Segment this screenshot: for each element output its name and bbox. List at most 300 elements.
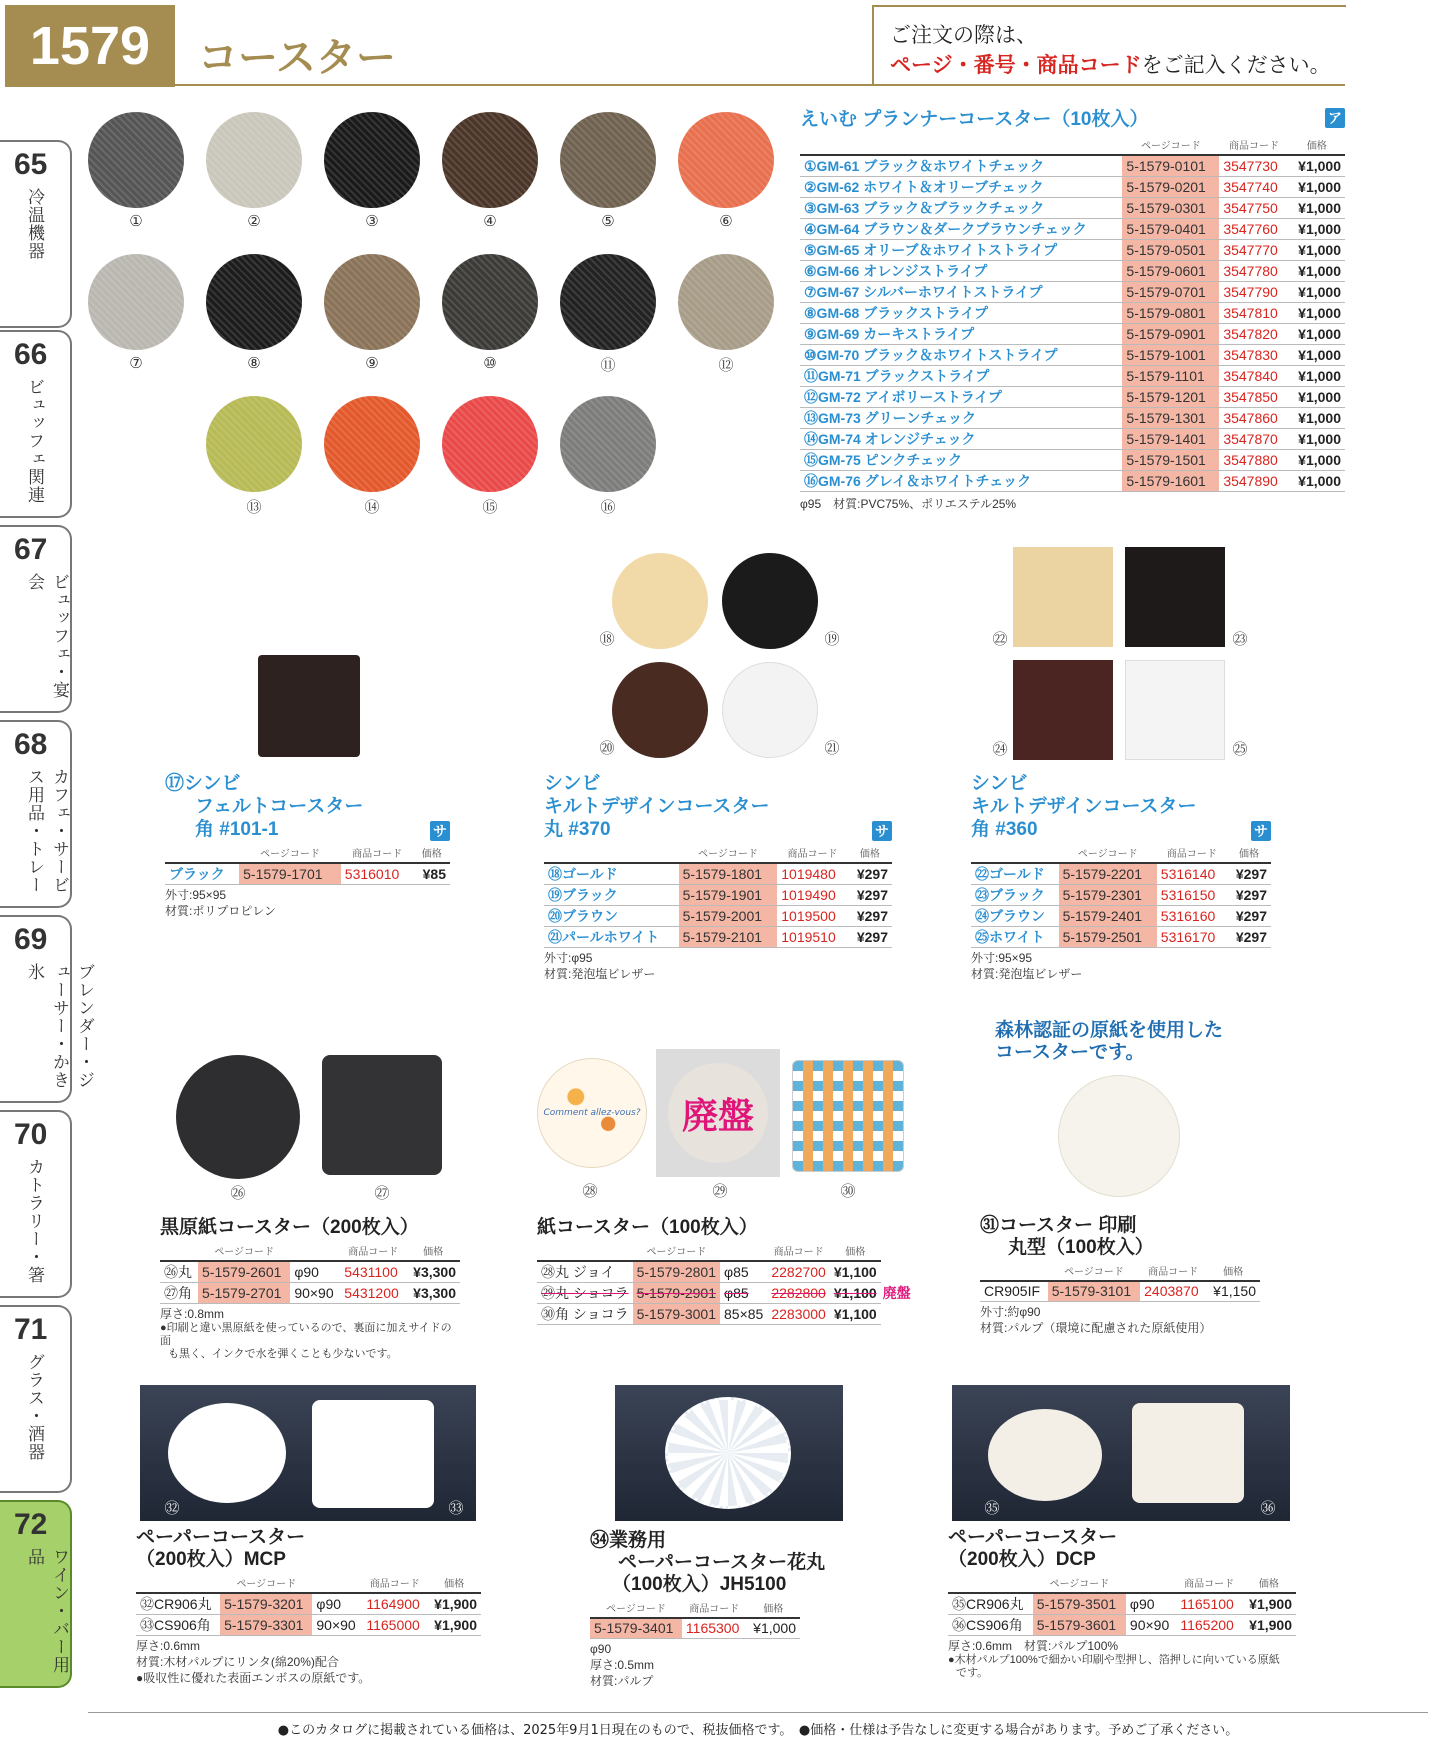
cell-price: ¥1,000 [1289, 303, 1345, 324]
cell-name: ②GM-62 ホワイト＆オリーブチェック [800, 177, 1122, 198]
quilt-square-black-photo [1125, 547, 1225, 647]
quilt-round-label-20: ⑳ [599, 739, 615, 757]
fsc-callout [995, 1020, 1223, 1064]
cell-name: ⑤GM-65 オリーブ＆ホワイトストライプ [800, 240, 1122, 261]
paper-coaster-label-28: ㉘ [582, 1182, 598, 1200]
side-tab-69[interactable] [0, 915, 94, 1103]
emu-swatch-label: ④ [483, 212, 497, 230]
cell-page_code: 5-1579-3301 [220, 1615, 312, 1636]
cell-page_code: 5-1579-3201 [220, 1593, 312, 1615]
cell-price: ¥1,900 [427, 1593, 481, 1615]
felt-spec-1: 外寸:95×95 [165, 888, 227, 902]
cell-name: ㉚角 ショコラ [537, 1304, 633, 1325]
black-paper-spec-3: も黒く、インクで水を弾くことも少ないです。 [168, 1348, 398, 1360]
emu-swatch [324, 396, 420, 492]
cell-name: ⑫GM-72 アイボリーストライプ [800, 387, 1122, 408]
cell-size: φ85 [720, 1261, 767, 1283]
mcp-label-33: ㉝ [448, 1499, 464, 1517]
dcp-photo [952, 1385, 1290, 1521]
cell-price: ¥297 [1227, 906, 1271, 927]
side-tab-71[interactable] [0, 1305, 72, 1493]
cell-code: 3547790 [1219, 282, 1288, 303]
side-tab-number: 70 [14, 1118, 48, 1151]
table-row [537, 1304, 915, 1325]
cell-price: ¥1,000 [1289, 345, 1345, 366]
dcp-label-36: ㊱ [1260, 1499, 1276, 1517]
emu-swatch-label: ⑪ [600, 356, 616, 374]
cell-name: ⑨GM-69 カーキストライプ [800, 324, 1122, 345]
emu-swatch-label: ⑦ [129, 354, 143, 372]
cell-name: ⑭GM-74 オレンジチェック [800, 429, 1122, 450]
cell-page_code: 5-1579-2301 [1059, 885, 1157, 906]
emu-swatch-label: ⑮ [482, 498, 498, 516]
emu-swatch-label: ③ [365, 212, 379, 230]
table-row [800, 366, 1345, 387]
cell-name: ㉙丸 ショコラ [537, 1283, 633, 1304]
cell-code: 3547860 [1219, 408, 1288, 429]
side-tab-67[interactable] [0, 525, 72, 713]
table-row [971, 863, 1271, 885]
cell-name: ㉜CR906丸 [136, 1593, 220, 1615]
table-row [971, 927, 1271, 948]
cell-page_code: 5-1579-0601 [1122, 261, 1219, 282]
bp-col-page: ページコード [198, 1241, 290, 1261]
cell-name: ㉕ホワイト [971, 927, 1059, 948]
table-row [165, 863, 450, 885]
fsc-row-price: ¥1,150 [1206, 1281, 1260, 1301]
felt-row-page-code: 5-1579-1701 [239, 863, 341, 885]
cell-page_code: 5-1579-1801 [679, 863, 778, 885]
cell-code: 2282800 [767, 1283, 830, 1304]
quilt-square-spec-2: 材質:発泡塩ビレザー [971, 967, 1083, 981]
cell-page_code: 5-1579-1601 [1122, 471, 1219, 492]
emu-swatch-label: ① [129, 212, 143, 230]
jh-row-code: 1165300 [682, 1618, 747, 1638]
felt-row-price: ¥85 [413, 863, 450, 885]
cell-price: ¥1,900 [1242, 1615, 1296, 1636]
cell-name: ⑱ゴールド [544, 863, 679, 885]
cell-price: ¥1,000 [1289, 240, 1345, 261]
cell-page_code: 5-1579-0901 [1122, 324, 1219, 345]
cell-code: 2283000 [767, 1304, 830, 1325]
paper-coaster-square-photo [792, 1060, 904, 1172]
emu-swatch [560, 396, 656, 492]
quilt-square-label-24: ㉔ [992, 740, 1008, 758]
felt-title-2: フェルトコースター [195, 796, 364, 817]
cell-price: ¥1,900 [1242, 1593, 1296, 1615]
mcp-spec-2: 材質:木材パルプにリンタ(綿20%)配合 [136, 1655, 339, 1669]
table-row [948, 1615, 1296, 1636]
cell-page_code: 5-1579-0201 [1122, 177, 1219, 198]
side-tab-number: 66 [14, 338, 48, 371]
cell-price: ¥1,000 [1289, 177, 1345, 198]
table-row [160, 1261, 460, 1283]
cell-price: ¥297 [848, 885, 892, 906]
quilt-square-label-22: ㉒ [992, 630, 1008, 648]
table-row [800, 387, 1345, 408]
jh-title-3: （100枚入）JH5100 [612, 1574, 787, 1595]
cell-price: ¥297 [848, 906, 892, 927]
emu-swatch [442, 396, 538, 492]
jh-spec-2: 厚さ:0.5mm [590, 1657, 655, 1672]
side-tab-72[interactable] [0, 1500, 72, 1688]
side-tab-66[interactable] [0, 330, 72, 518]
qs-col-code: 商品コード [1157, 843, 1227, 863]
table-row [537, 1283, 915, 1304]
cell-code: 1019510 [777, 927, 848, 948]
quilt-square-supplier-tag: サ [1251, 821, 1271, 841]
footer-disclaimer: ●このカタログに掲載されている価格は、2025年9月1日現在のもので、税抜価格です。 ●価格・仕様は予告なしに変更する場合があります。予めご了承ください。 [88, 1712, 1428, 1738]
emu-swatch [88, 254, 184, 350]
quilt-square-label-23: ㉓ [1232, 630, 1248, 648]
jh-col-code: 商品コード [682, 1598, 747, 1618]
jh-spec-1: φ90 [590, 1641, 612, 1656]
qr-col-code: 商品コード [777, 843, 848, 863]
table-row [136, 1615, 481, 1636]
cell-page_code: 5-1579-0701 [1122, 282, 1219, 303]
emu-swatch [560, 254, 656, 350]
table-row [800, 198, 1345, 219]
cell-page_code: 5-1579-0301 [1122, 198, 1219, 219]
felt-title-1: ⑰シンビ [165, 773, 241, 794]
felt-coaster-photo [258, 655, 360, 757]
side-tab-label: 冷温機器 [25, 188, 44, 260]
cell-name: ⑧GM-68 ブラックストライプ [800, 303, 1122, 324]
side-tab-number: 65 [14, 148, 48, 181]
jh-table [590, 1598, 800, 1639]
cell-name: ㉔ブラウン [971, 906, 1059, 927]
table-row [544, 863, 892, 885]
dcp-spec-1: 厚さ:0.6mm 材質:パルプ100% [948, 1639, 1119, 1653]
fsc-table [980, 1261, 1260, 1302]
paper-coaster-section [537, 1212, 911, 1325]
emu-swatch [206, 112, 302, 208]
emu-swatch [678, 112, 774, 208]
cell-name: ①GM-61 ブラック＆ホワイトチェック [800, 155, 1122, 177]
fsc-col-code: 商品コード [1140, 1261, 1206, 1281]
cell-name: ⑲ブラック [544, 885, 679, 906]
table-row [800, 303, 1345, 324]
fsc-row-name: CR905IF [980, 1281, 1048, 1301]
emu-swatch-label: ⑨ [365, 354, 379, 372]
jh-photo [615, 1385, 843, 1521]
felt-col-page: ページコード [239, 843, 341, 863]
cell-code: 1019490 [777, 885, 848, 906]
dcp-label-35: ㉟ [984, 1499, 1000, 1517]
cell-page_code: 5-1579-2701 [198, 1283, 290, 1304]
bp-col-code: 商品コード [340, 1241, 406, 1261]
fsc-section [980, 1215, 1260, 1336]
quilt-square-gold-photo [1013, 547, 1113, 647]
cell-code: 3547810 [1219, 303, 1288, 324]
table-row [590, 1618, 800, 1638]
mcp-spec-3: ●吸収性に優れた表面エンボスの原紙です。 [136, 1671, 371, 1685]
table-row [800, 240, 1345, 261]
cell-price: ¥1,000 [1289, 429, 1345, 450]
qs-col-page: ページコード [1059, 843, 1157, 863]
page-title: コースター [198, 36, 396, 80]
cell-code: 5431100 [340, 1261, 406, 1283]
side-tab-label: ビュッフェ関連 [25, 378, 44, 504]
cell-page_code: 5-1579-2501 [1059, 927, 1157, 948]
cell-code: 1019500 [777, 906, 848, 927]
fsc-title-2: 丸型（100枚入） [1008, 1237, 1154, 1258]
quilt-round-gold-photo [612, 553, 708, 649]
side-tab-label: ワイン・バー用品 [25, 1548, 69, 1674]
emu-supplier-tag: ア [1325, 108, 1345, 128]
cell-price: ¥1,000 [1289, 198, 1345, 219]
emu-swatch [442, 112, 538, 208]
table-row [800, 324, 1345, 345]
emu-swatch [206, 396, 302, 492]
felt-section [165, 772, 450, 919]
jh-title-1: ㉞業務用 [590, 1530, 667, 1551]
table-row [800, 429, 1345, 450]
cell-price: ¥1,000 [1289, 261, 1345, 282]
side-tab-label: カフェ・サービス用品・トレー [25, 768, 69, 894]
black-paper-spec-1: 厚さ:0.8mm [160, 1307, 225, 1321]
side-tab-number: 71 [14, 1313, 48, 1346]
quilt-square-title-2: キルトデザインコースター [971, 796, 1197, 817]
cell-page_code: 5-1579-1401 [1122, 429, 1219, 450]
quilt-round-white-photo [722, 662, 818, 758]
cell-code: 3547890 [1219, 471, 1288, 492]
quilt-round-spec-2: 材質:発泡塩ビレザー [544, 967, 656, 981]
mcp-spec-1: 厚さ:0.6mm [136, 1639, 201, 1653]
cell-code: 3547770 [1219, 240, 1288, 261]
table-row [800, 408, 1345, 429]
felt-title-3: 角 #101-1 [195, 819, 279, 840]
side-tab-65[interactable] [0, 140, 72, 328]
side-tab-label: ビュッフェ・宴会 [25, 573, 69, 699]
mcp-col-code: 商品コード [362, 1573, 427, 1593]
cell-code: 5431200 [340, 1283, 406, 1304]
quilt-square-table [971, 843, 1271, 948]
emu-swatch [324, 112, 420, 208]
quilt-round-section [544, 772, 892, 982]
emu-swatch [324, 254, 420, 350]
cell-page_code: 5-1579-3001 [633, 1304, 720, 1325]
cell-page_code: 5-1579-0401 [1122, 219, 1219, 240]
black-paper-label-26: ㉖ [230, 1184, 246, 1202]
emu-col-price: 価格 [1289, 135, 1345, 155]
cell-page_code: 5-1579-2801 [633, 1261, 720, 1283]
cell-code: 5316150 [1157, 885, 1227, 906]
emu-swatch-label: ⑤ [601, 212, 615, 230]
cell-code: 3547880 [1219, 450, 1288, 471]
fsc-spec-2: 材質:パルプ（環境に配慮された原紙使用） [980, 1320, 1212, 1335]
paper-coaster-label-29: ㉙ [712, 1182, 728, 1200]
order-note [872, 5, 1346, 85]
black-paper-label-27: ㉗ [374, 1184, 390, 1202]
cell-page_code: 5-1579-3501 [1033, 1593, 1126, 1615]
table-row [136, 1593, 481, 1615]
mcp-col-price: 価格 [427, 1573, 481, 1593]
cell-price: ¥1,000 [1289, 219, 1345, 240]
cell-price: ¥297 [1227, 927, 1271, 948]
cell-name: ㉑パールホワイト [544, 927, 679, 948]
quilt-round-table [544, 843, 892, 948]
emu-spec: φ95 材質:PVC75%、ポリエステル25% [800, 497, 1017, 511]
dcp-title-2: （200枚入）DCP [948, 1549, 1096, 1570]
cell-code: 3547870 [1219, 429, 1288, 450]
cell-code: 1164900 [362, 1593, 427, 1615]
cell-name: ㉒ゴールド [971, 863, 1059, 885]
dcp-round-coaster [988, 1409, 1102, 1501]
dcp-title-1: ペーパーコースター [948, 1527, 1118, 1548]
side-tab-number: 68 [14, 728, 48, 761]
quilt-square-title-3: 角 #360 [971, 819, 1038, 840]
cell-page_code: 5-1579-1001 [1122, 345, 1219, 366]
fsc-row-page-code: 5-1579-3101 [1048, 1281, 1140, 1301]
cell-page_code: 5-1579-2201 [1059, 863, 1157, 885]
emu-swatch-label: ⑯ [600, 498, 616, 516]
cell-page_code: 5-1579-2001 [679, 906, 778, 927]
cell-page_code: 5-1579-2101 [679, 927, 778, 948]
order-note-line2 [890, 51, 1346, 81]
cell-price: ¥297 [1227, 885, 1271, 906]
table-row [800, 261, 1345, 282]
cell-size: φ90 [312, 1593, 362, 1615]
cell-code: 1165000 [362, 1615, 427, 1636]
cell-price: ¥1,000 [1289, 408, 1345, 429]
table-row [800, 177, 1345, 198]
cell-name: ⑥GM-66 オレンジストライプ [800, 261, 1122, 282]
emu-swatch-label: ② [247, 212, 261, 230]
emu-col-page: ページコード [1122, 135, 1219, 155]
emu-swatch-label: ⑭ [364, 498, 380, 516]
black-paper-table [160, 1241, 460, 1304]
dcp-square-coaster [1132, 1403, 1244, 1503]
cell-price: ¥1,000 [1289, 471, 1345, 492]
table-row [800, 345, 1345, 366]
jh-row-page-code: 5-1579-3401 [590, 1618, 682, 1638]
table-row [800, 282, 1345, 303]
order-note-line1: ご注文の際は、 [890, 24, 1037, 47]
fsc-row-code: 2403870 [1140, 1281, 1206, 1301]
cell-name: ㉟CR906丸 [948, 1593, 1033, 1615]
cell-code: 3547760 [1219, 219, 1288, 240]
quilt-round-title-2: キルトデザインコースター [544, 796, 770, 817]
cell-code: 3547780 [1219, 261, 1288, 282]
side-tab-68[interactable] [0, 720, 72, 908]
cell-name: ㉘丸 ジョイ [537, 1261, 633, 1283]
table-row [537, 1261, 915, 1283]
quilt-square-section [971, 772, 1271, 982]
emu-col-name [800, 135, 1122, 155]
emu-section [800, 104, 1345, 512]
table-row [800, 471, 1345, 492]
pc-col-code: 商品コード [767, 1241, 830, 1261]
table-row [544, 906, 892, 927]
cell-size: φ85 [720, 1283, 767, 1304]
paper-coaster-label-30: ㉚ [840, 1182, 856, 1200]
cell-price: ¥1,000 [1289, 155, 1345, 177]
cell-price: ¥297 [1227, 863, 1271, 885]
quilt-round-spec-1: 外寸:φ95 [544, 951, 593, 965]
cell-price: ¥1,000 [1289, 387, 1345, 408]
jh-spec-3: 材質:パルプ [590, 1673, 654, 1688]
qr-col-price: 価格 [848, 843, 892, 863]
cell-price: ¥1,000 [1289, 366, 1345, 387]
table-row [971, 906, 1271, 927]
fsc-coaster-photo [1058, 1075, 1180, 1197]
quilt-square-title-1: シンビ [971, 773, 1028, 794]
jh-col-page: ページコード [590, 1598, 682, 1618]
cell-page_code: 5-1579-1301 [1122, 408, 1219, 429]
emu-col-code: 商品コード [1219, 135, 1288, 155]
quilt-round-brown-photo [612, 662, 708, 758]
order-note-red: ページ・番号・商品コード [890, 54, 1142, 77]
mcp-col-page: ページコード [220, 1573, 312, 1593]
fsc-note-2: コースターです。 [995, 1042, 1145, 1063]
black-paper-title: 黒原紙コースター（200枚入） [160, 1217, 419, 1238]
cell-price: ¥3,300 [406, 1283, 460, 1304]
side-tab-number: 69 [14, 923, 48, 956]
quilt-square-spec-1: 外寸:95×95 [971, 951, 1033, 965]
quilt-square-brown-photo [1013, 660, 1113, 760]
table-row [948, 1593, 1296, 1615]
cell-price: ¥1,000 [1289, 324, 1345, 345]
cell-code: 3547820 [1219, 324, 1288, 345]
cell-name: ⑮GM-75 ピンクチェック [800, 450, 1122, 471]
felt-table [165, 843, 450, 885]
emu-title: えいむ プランナーコースター（10枚入） [800, 109, 1149, 130]
side-tab-number: 72 [14, 1508, 48, 1541]
fsc-title-1: ㉛コースター 印刷 [980, 1215, 1137, 1236]
side-tab-number: 67 [14, 533, 48, 566]
dcp-col-page: ページコード [1033, 1573, 1126, 1593]
cell-page_code: 5-1579-2601 [198, 1261, 290, 1283]
quilt-round-label-18: ⑱ [599, 630, 615, 648]
mcp-section [136, 1527, 481, 1686]
mcp-label-32: ㉜ [164, 1499, 180, 1517]
emu-swatch-label: ⑩ [483, 354, 497, 372]
cell-name: ㉗角 [160, 1283, 198, 1304]
bp-col-price: 価格 [406, 1241, 460, 1261]
cell-page_code: 5-1579-1201 [1122, 387, 1219, 408]
black-paper-round-photo [176, 1055, 300, 1179]
cell-size: φ90 [290, 1261, 340, 1283]
black-paper-section [160, 1212, 460, 1361]
cell-code: 2282700 [767, 1261, 830, 1283]
emu-swatch-label: ⑫ [718, 356, 734, 374]
mcp-title-1: ペーパーコースター [136, 1527, 306, 1548]
cell-price: ¥3,300 [406, 1261, 460, 1283]
cell-page_code: 5-1579-2901 [633, 1283, 720, 1304]
emu-table [800, 135, 1345, 492]
mcp-title-2: （200枚入）MCP [136, 1549, 286, 1570]
cell-name: ⑦GM-67 シルバーホワイトストライプ [800, 282, 1122, 303]
cell-code: 1165100 [1176, 1593, 1241, 1615]
cell-name: ㉝CS906角 [136, 1615, 220, 1636]
emu-swatch [88, 112, 184, 208]
felt-row-name: ブラック [165, 863, 239, 885]
cell-code: 5316160 [1157, 906, 1227, 927]
cell-name: ㉖丸 [160, 1261, 198, 1283]
fsc-note-1: 森林認証の原紙を使用した [995, 1020, 1224, 1041]
cell-page_code: 5-1579-1901 [679, 885, 778, 906]
fsc-col-price: 価格 [1206, 1261, 1260, 1281]
side-tab-70[interactable] [0, 1110, 72, 1298]
order-note-rest: をご記入ください。 [1141, 54, 1331, 77]
felt-row-code: 5316010 [341, 863, 414, 885]
cell-code: 3547730 [1219, 155, 1288, 177]
cell-size: φ90 [1126, 1593, 1176, 1615]
quilt-round-title-1: シンビ [544, 773, 601, 794]
jh-col-price: 価格 [747, 1598, 800, 1618]
mcp-table [136, 1573, 481, 1636]
